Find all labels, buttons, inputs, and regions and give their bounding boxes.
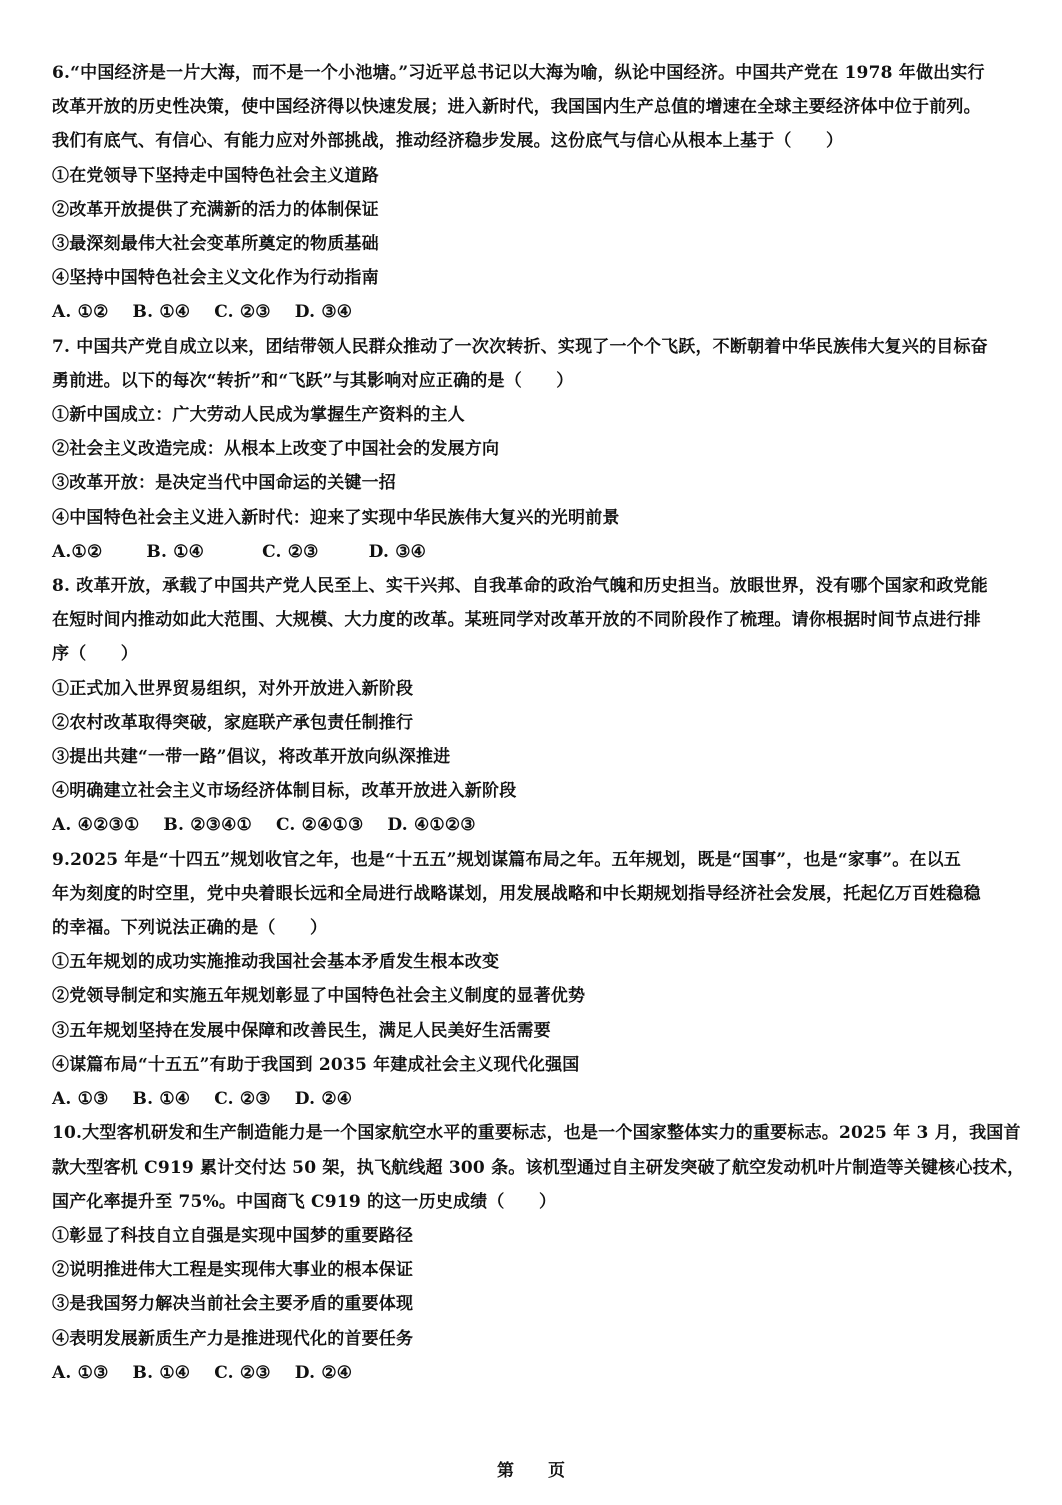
statement-option: ①彰显了科技自立自强是实现中国梦的重要路径 [52,1225,414,1246]
choice-c: C. ②③ [214,1089,271,1110]
answer-choices [52,1082,1014,1116]
choice-d: D. ③④ [294,302,353,323]
question-stem-line: 款大型客机 C919 累计交付达 50 架，执飞航线超 300 条。该机型通过自主研发突破了航空发动机叶片制造等关键核心技术， [52,1157,1025,1178]
choice-d: D. ③④ [368,541,427,562]
statement-option: ③是我国努力解决当前社会主要矛盾的重要体现 [52,1294,414,1315]
question-8 [52,569,1014,843]
choice-a: A. ④②③① [52,815,140,836]
statement-option: ①在党领导下坚持走中国特色社会主义道路 [52,165,379,186]
choice-b: B. ②③④① [163,815,252,836]
question-7 [52,330,1014,569]
statement-option: ②社会主义改造完成：从根本上改变了中国社会的发展方向 [52,439,500,460]
choice-a: A.①② [52,541,103,562]
choice-d: D. ②④ [294,1362,353,1383]
question-stem-line: 在短时间内推动如此大范围、大规模、大力度的改革。某班同学对改革开放的不同阶段作了梳理。请你根据时间节点进行排 [52,610,981,631]
choice-a: A. ①③ [52,1089,109,1110]
choice-a: A. ①② [52,302,109,323]
choice-d: D. ④①②③ [387,815,476,836]
statement-option: ③提出共建“一带一路”倡议，将改革开放向纵深推进 [52,747,451,768]
question-stem-line: 年为刻度的时空里，党中央着眼长远和全局进行战略谋划，用发展战略和中长期规划指导经济社会发展，托起亿万百姓稳稳 [52,883,981,904]
statement-option: ②农村改革取得突破，家庭联产承包责任制推行 [52,712,414,733]
choice-a: A. ①③ [52,1362,109,1383]
choice-b: B. ①④ [132,302,191,323]
statement-option: ④表明发展新质生产力是推进现代化的首要任务 [52,1328,414,1349]
question-10 [52,1116,1025,1390]
exam-page [52,56,1025,1390]
statement-option: ②改革开放提供了充满新的活力的体制保证 [52,199,379,220]
question-stem-line: 国产化率提升至 75%。中国商飞 C919 的这一历史成绩（ ） [52,1191,557,1212]
statement-option: ③最深刻最伟大社会变革所奠定的物质基础 [52,234,379,255]
statement-option: ④坚持中国特色社会主义文化作为行动指南 [52,268,379,289]
answer-choices [52,295,1014,329]
question-9 [52,843,1014,1117]
page-footer: 第 页 [497,1461,565,1481]
question-stem-line: 7. 中国共产党自成立以来，团结带领人民群众推动了一次次转折、实现了一个个飞跃，不断朝着中华民族伟大复兴的目标奋 [52,336,988,357]
choice-c: C. ②③ [214,1362,271,1383]
choice-d: D. ②④ [294,1089,353,1110]
choice-b: B. ①④ [132,1089,191,1110]
question-stem-line: 序（ ） [52,644,138,665]
choice-b: B. ①④ [132,1362,191,1383]
statement-option: ④谋篇布局“十五五”有助于我国到 2035 年建成社会主义现代化强国 [52,1054,580,1075]
choice-c: C. ②④①③ [275,815,364,836]
question-stem-line: 6.“中国经济是一片大海，而不是一个小池塘。”习近平总书记以大海为喻，纵论中国经济。中国共产党在 1978 年做出实行 [52,63,985,83]
question-6 [52,56,1014,330]
statement-option: ③五年规划坚持在发展中保障和改善民生，满足人民美好生活需要 [52,1020,551,1041]
question-stem-line: 的幸福。下列说法正确的是（ ） [52,918,328,939]
statement-option: ①新中国成立：广大劳动人民成为掌握生产资料的主人 [52,405,465,426]
choice-c: C. ②③ [262,541,319,562]
choice-b: B. ①④ [146,541,205,562]
answer-choices [52,1356,1014,1390]
answer-choices [52,808,1014,842]
statement-option: ①正式加入世界贸易组织，对外开放进入新阶段 [52,678,414,699]
question-stem-line: 8. 改革开放，承载了中国共产党人民至上、实干兴邦、自我革命的政治气魄和历史担当。放眼世界，没有哪个国家和政党能 [52,576,988,597]
statement-option: ④中国特色社会主义进入新时代：迎来了实现中华民族伟大复兴的光明前景 [52,507,620,528]
answer-choices [52,535,1014,569]
question-stem-line: 10.大型客机研发和生产制造能力是一个国家航空水平的重要标志，也是一个国家整体实力的重要标志。2025 年 3 月，我国首 [52,1123,1021,1144]
question-stem-line: 勇前进。以下的每次“转折”和“飞跃”与其影响对应正确的是（ ） [52,370,574,391]
question-stem-line: 我们有底气、有信心、有能力应对外部挑战，推动经济稳步发展。这份底气与信心从根本上基于（ ） [52,131,844,152]
statement-option: ②说明推进伟大工程是实现伟大事业的根本保证 [52,1260,414,1281]
question-stem-line: 改革开放的历史性决策，使中国经济得以快速发展；进入新时代，我国国内生产总值的增速在全球主要经济体中位于前列。 [52,97,981,118]
question-stem-line: 9.2025 年是“十四五”规划收官之年，也是“十五五”规划谋篇布局之年。五年规划，既是“国事”，也是“家事”。在以五 [52,849,962,870]
statement-option: ④明确建立社会主义市场经济体制目标，改革开放进入新阶段 [52,781,517,802]
statement-option: ②党领导制定和实施五年规划彰显了中国特色社会主义制度的显著优势 [52,986,586,1007]
statement-option: ③改革开放：是决定当代中国命运的关键一招 [52,473,396,494]
statement-option: ①五年规划的成功实施推动我国社会基本矛盾发生根本改变 [52,952,500,973]
choice-c: C. ②③ [214,302,271,323]
